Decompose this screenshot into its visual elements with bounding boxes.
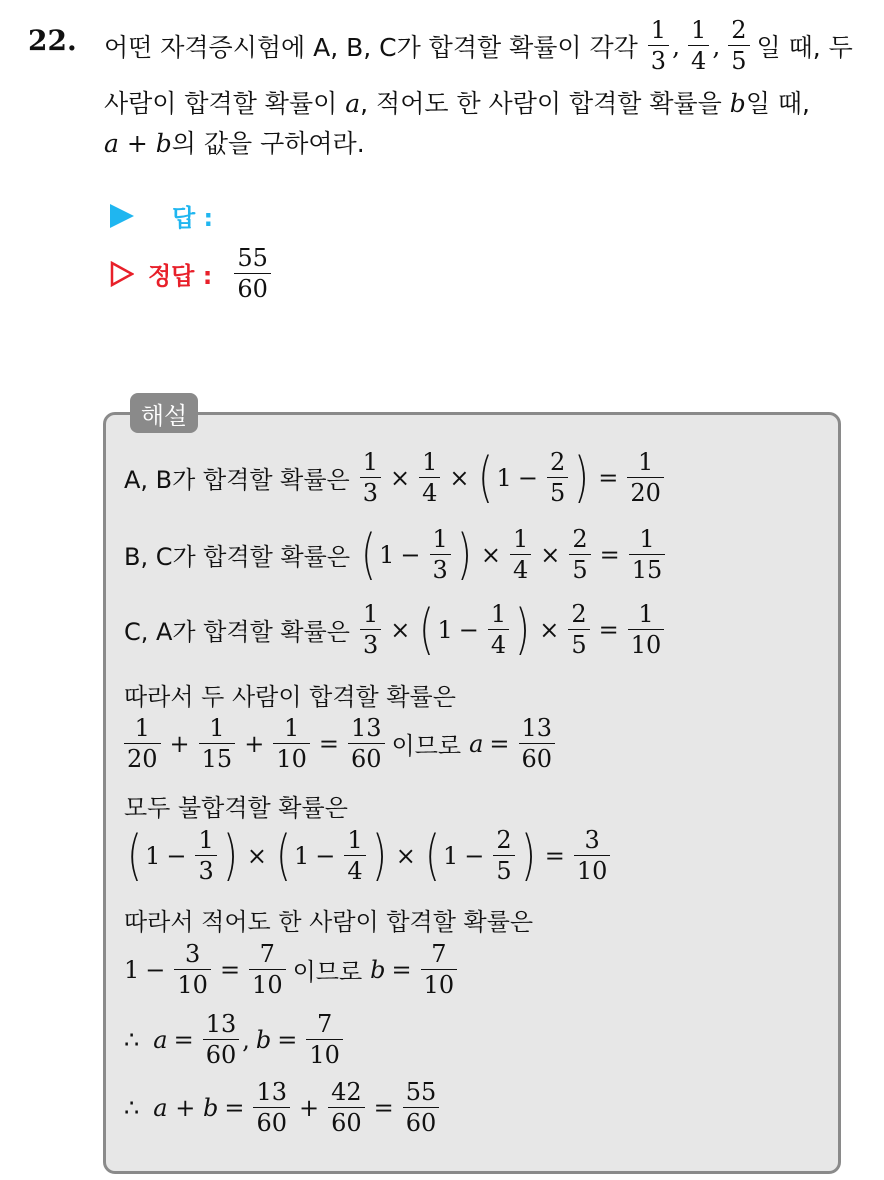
play-icon xyxy=(110,204,134,228)
parenthesis: ) xyxy=(574,445,590,509)
operator: = xyxy=(373,1093,394,1122)
solution-line-2: B, C가 합격할 확률은 ( 1 − $\frac{1}{3}$ ) × $\frac{1}{4}$ × $\frac{2}{5}$ = $\frac{1}{15}$ xyxy=(124,527,668,582)
denominator: 10 xyxy=(174,969,211,997)
operator: − xyxy=(517,463,538,492)
numerator: 2 xyxy=(571,600,587,628)
numerator: 1 xyxy=(650,16,667,44)
operator: = xyxy=(219,955,241,984)
denominator: 60 xyxy=(348,743,385,771)
solution-line-9: 1 − $\frac{3}{10}$ = $\frac{7}{10}$ 이므로 b = $\frac{7}{10}$ xyxy=(124,942,460,997)
fraction xyxy=(574,828,611,883)
numerator: 1 xyxy=(209,714,225,742)
denominator: 3 xyxy=(195,855,216,883)
fraction xyxy=(568,602,589,657)
operator: + xyxy=(298,1093,320,1122)
operator: = xyxy=(277,1025,298,1054)
denominator: 5 xyxy=(547,477,568,505)
denominator: 5 xyxy=(728,45,749,73)
fraction xyxy=(488,602,509,657)
var-a: a xyxy=(469,729,484,758)
numerator: 1 xyxy=(691,16,707,44)
denominator: 10 xyxy=(306,1039,343,1067)
operator: − xyxy=(315,841,336,870)
parenthesis: ) xyxy=(515,597,531,661)
correct-answer-fraction xyxy=(234,246,271,301)
denominator: 60 xyxy=(253,1107,290,1135)
operator: − xyxy=(166,841,187,870)
numerator: 1 xyxy=(490,600,507,628)
fraction xyxy=(328,1080,365,1135)
solution-line-1: A, B가 합격할 확률은 $\frac{1}{3}$ × $\frac{1}{4}$ × ( 1 − $\frac{2}{5}$ ) = $\frac{1}{20}$ xyxy=(124,450,667,505)
operator: × xyxy=(449,463,470,492)
denominator: 5 xyxy=(493,855,514,883)
numerator: 1 xyxy=(422,448,438,476)
question-line-1 xyxy=(104,18,853,73)
operator: = xyxy=(598,463,619,492)
fraction xyxy=(419,450,440,505)
fraction xyxy=(360,602,381,657)
numerator: 1 xyxy=(638,448,654,476)
operator: + xyxy=(169,729,190,758)
operator: = xyxy=(391,955,412,984)
denominator: 60 xyxy=(328,1107,365,1135)
fraction xyxy=(203,1012,240,1067)
fraction xyxy=(510,527,531,582)
question-line-2 xyxy=(104,84,810,120)
parenthesis: ( xyxy=(127,823,142,887)
numerator: 3 xyxy=(185,940,201,968)
operator: × xyxy=(395,841,416,870)
expr-a-plus-b: a + b xyxy=(104,129,172,158)
parenthesis: ) xyxy=(222,823,238,887)
solution-text: 이므로 xyxy=(391,732,462,760)
operator: × xyxy=(389,463,411,492)
denominator: 10 xyxy=(249,969,286,997)
fraction xyxy=(199,716,236,771)
correct-answer-row xyxy=(110,246,274,301)
prob-c-fraction xyxy=(728,18,749,73)
denominator: 20 xyxy=(627,477,664,505)
solution-line-8 xyxy=(124,902,533,937)
solution-line-5 xyxy=(124,716,558,771)
fraction xyxy=(493,828,514,883)
numerator: 1 xyxy=(432,525,448,553)
prob-b-fraction xyxy=(688,18,709,73)
numerator: 42 xyxy=(331,1078,362,1106)
operator: × xyxy=(539,615,560,644)
operator: = xyxy=(318,729,339,758)
denominator: 4 xyxy=(488,629,509,657)
operator: = xyxy=(224,1093,245,1122)
var-b: b xyxy=(370,955,386,984)
therefore-symbol: ∴ xyxy=(124,1025,140,1054)
answer-label: 답 : xyxy=(172,204,214,232)
numerator: 7 xyxy=(259,940,275,968)
solution-text: 따라서 두 사람이 합격할 확률은 xyxy=(124,683,456,711)
numerator: 2 xyxy=(731,16,747,44)
denominator: 60 xyxy=(403,1107,440,1135)
fraction xyxy=(273,716,310,771)
solution-line-11 xyxy=(124,1080,442,1135)
denominator: 3 xyxy=(360,477,381,505)
solution-line-4 xyxy=(124,677,456,712)
denominator: 4 xyxy=(510,554,531,582)
comma: , xyxy=(712,32,721,61)
operator: − xyxy=(400,540,421,569)
solution-text: 모두 불합격할 확률은 xyxy=(124,794,348,822)
parenthesis: ) xyxy=(371,823,387,887)
parenthesis: ( xyxy=(419,597,435,661)
denominator: 15 xyxy=(629,554,666,582)
numerator: 55 xyxy=(405,1078,437,1106)
question-text-3: 의 값을 구하여라. xyxy=(171,129,365,158)
numerator: 55 xyxy=(237,244,268,272)
comma: , xyxy=(672,32,681,61)
var-a: a xyxy=(153,1025,168,1054)
denominator: 10 xyxy=(273,743,310,771)
numerator: 13 xyxy=(350,714,382,742)
therefore-symbol: ∴ xyxy=(124,1093,140,1122)
question-text-2a: 사람이 합격할 확률이 xyxy=(104,89,338,118)
fraction xyxy=(519,716,556,771)
fraction xyxy=(360,450,381,505)
solution-line-3: C, A가 합격할 확률은 $\frac{1}{3}$ × ( 1 − $\frac{1}{4}$ ) × $\frac{2}{5}$ = $\frac{1}{10}$ xyxy=(124,602,667,657)
numerator: 13 xyxy=(521,714,553,742)
denominator: 3 xyxy=(360,629,381,657)
parenthesis: ( xyxy=(361,522,376,586)
numerator: 1 xyxy=(362,600,379,628)
denominator: 10 xyxy=(628,629,665,657)
operator: − xyxy=(458,615,479,644)
numerator: 1 xyxy=(198,826,214,854)
fraction xyxy=(344,828,365,883)
operator: = xyxy=(544,841,565,870)
denominator: 4 xyxy=(688,45,709,73)
operator: = xyxy=(489,729,510,758)
fraction xyxy=(348,716,385,771)
solution-line-10: ∴ a = $\frac{13}{60}$ , b = $\frac{7}{10}$ xyxy=(124,1012,346,1067)
parenthesis: ( xyxy=(478,445,494,509)
solution-text: C, A가 합격할 확률은 xyxy=(124,618,350,646)
denominator: 60 xyxy=(203,1039,240,1067)
operator: × xyxy=(540,540,561,569)
denominator: 20 xyxy=(124,743,161,771)
operator: = xyxy=(599,540,620,569)
numerator: 2 xyxy=(572,525,588,553)
fraction xyxy=(124,716,161,771)
operator: − xyxy=(145,955,166,984)
numerator: 2 xyxy=(496,826,512,854)
numerator: 7 xyxy=(431,940,447,968)
parenthesis: ) xyxy=(456,522,472,586)
solution-text: B, C가 합격할 확률은 xyxy=(124,543,351,571)
numerator: 7 xyxy=(317,1010,333,1038)
question-text-1: 어떤 자격증시험에 A, B, C가 합격할 확률이 각각 xyxy=(104,32,638,62)
solution-line-7: ( 1 − $\frac{1}{3}$ ) × ( 1 − $\frac{1}{4}$ ) × ( 1 − $\frac{2}{5}$ ) = $\frac{3}{10}$ xyxy=(124,828,613,883)
numerator: 13 xyxy=(256,1078,287,1106)
fraction xyxy=(253,1080,290,1135)
denominator: 5 xyxy=(568,629,589,657)
question-line-3 xyxy=(104,124,365,160)
solution-tag: 해설 xyxy=(130,393,198,433)
var-b: b xyxy=(729,89,746,118)
denominator: 60 xyxy=(234,273,271,301)
solution-text: A, B가 합격할 확률은 xyxy=(124,466,350,494)
numerator: 1 xyxy=(639,525,655,553)
denominator: 3 xyxy=(430,554,451,582)
fraction xyxy=(430,527,451,582)
solution-line-6 xyxy=(124,788,348,823)
denominator: 10 xyxy=(421,969,458,997)
var-b: b xyxy=(255,1025,272,1054)
var-a: a xyxy=(345,89,361,118)
numerator: 1 xyxy=(347,826,363,854)
fraction xyxy=(174,942,211,997)
parenthesis: ( xyxy=(276,823,291,887)
operator: = xyxy=(598,615,619,644)
denominator: 15 xyxy=(199,743,236,771)
question-text-2b: , 적어도 한 사람이 합격할 확률을 xyxy=(360,89,722,118)
denominator: 4 xyxy=(419,477,440,505)
denominator: 3 xyxy=(648,45,669,73)
operator: = xyxy=(173,1025,194,1054)
fraction xyxy=(569,527,590,582)
parenthesis: ( xyxy=(425,823,440,887)
parenthesis: ) xyxy=(520,823,536,887)
expr-a-plus-b: a + b xyxy=(153,1093,219,1122)
question-text-2c: 일 때, xyxy=(745,89,811,118)
fraction xyxy=(629,527,666,582)
denominator: 5 xyxy=(569,554,590,582)
denominator: 4 xyxy=(344,855,365,883)
denominator: 60 xyxy=(519,743,556,771)
fraction xyxy=(249,942,286,997)
solution-text: 이므로 xyxy=(292,958,363,986)
solution-text: 따라서 적어도 한 사람이 합격할 확률은 xyxy=(124,908,534,936)
question-text-1-suffix: 일 때, 두 xyxy=(756,32,853,62)
fraction xyxy=(627,450,664,505)
numerator: 1 xyxy=(362,448,378,476)
numerator: 3 xyxy=(584,826,600,854)
operator: × xyxy=(246,841,267,870)
denominator: 10 xyxy=(574,855,611,883)
numerator: 1 xyxy=(638,600,654,628)
fraction xyxy=(195,828,216,883)
operator: − xyxy=(464,841,485,870)
operator: × xyxy=(390,615,411,644)
fraction xyxy=(547,450,568,505)
fraction xyxy=(306,1012,343,1067)
numerator: 2 xyxy=(549,448,566,476)
operator: + xyxy=(244,729,265,758)
correct-answer-label: 정답 : xyxy=(148,262,213,290)
fraction xyxy=(421,942,458,997)
answer-row xyxy=(110,198,213,233)
numerator: 1 xyxy=(512,525,529,553)
question-number: 22. xyxy=(28,24,77,57)
prob-a-fraction xyxy=(648,18,669,73)
fraction xyxy=(403,1080,440,1135)
fraction xyxy=(628,602,665,657)
numerator: 1 xyxy=(134,714,150,742)
numerator: 13 xyxy=(205,1010,237,1038)
outline-triangle-icon xyxy=(110,261,134,287)
operator: × xyxy=(480,540,501,569)
numerator: 1 xyxy=(283,714,300,742)
